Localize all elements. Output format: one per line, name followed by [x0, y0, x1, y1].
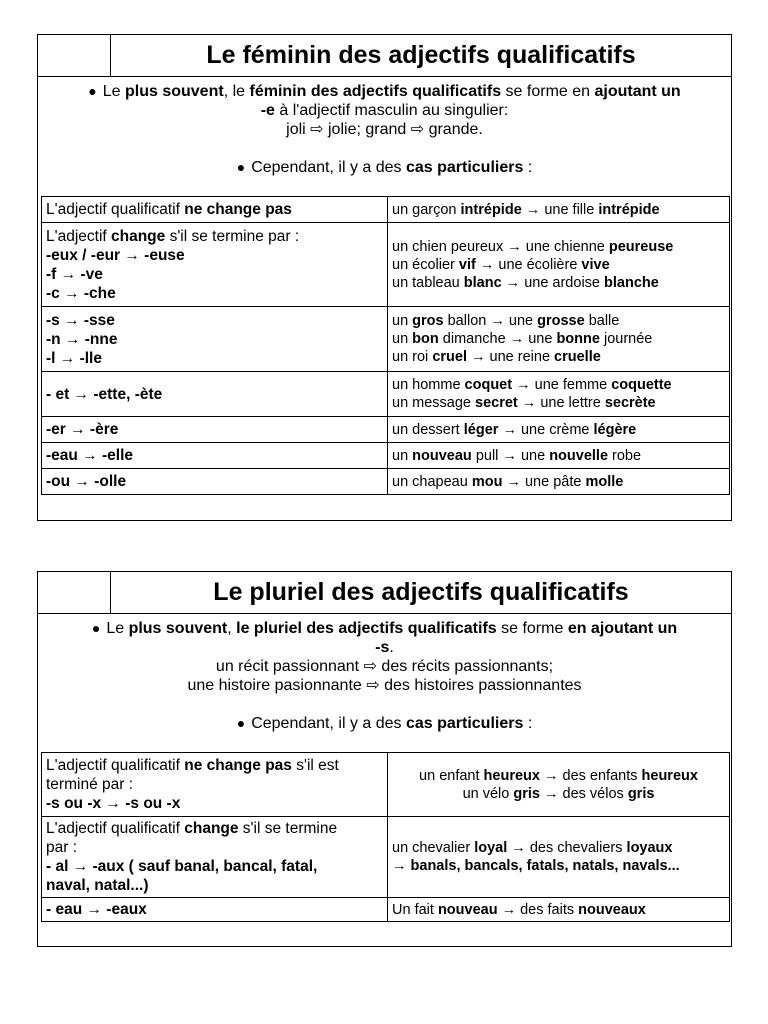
table-row — [42, 417, 730, 443]
example-cell: un nouveau pull → une nouvelle robe — [388, 443, 730, 469]
bullet-icon: ● — [88, 83, 97, 99]
example-cell: un enfant heureux → des enfants heureux un vélo gris → des vélos gris — [388, 753, 730, 817]
table-row — [42, 197, 730, 223]
table-row — [42, 223, 730, 307]
example-cell: un chien peureux → une chienne peureuse un écolier vif → une écolière vive un tableau blanc → une ardoise blanche — [388, 223, 730, 307]
example-cell: Un fait nouveau → des faits nouveaux — [388, 898, 730, 922]
title-corner-cell — [38, 572, 111, 613]
special-cases-line: ● Cependant, il y a des cas particuliers : — [236, 159, 533, 176]
special-cases-line: ● Cependant, il y a des cas particuliers : — [236, 715, 533, 732]
bullet-icon: ● — [91, 620, 101, 636]
plural-card — [37, 571, 732, 947]
intro-example-line: joli ⇨ jolie; grand ⇨ grande. — [286, 121, 483, 138]
example-cell: un chapeau mou → une pâte molle — [388, 469, 730, 495]
table-row — [42, 898, 730, 922]
intro-line: ● Le plus souvent, le pluriel des adjectifs qualificatifs se forme en ajoutant un — [91, 620, 678, 637]
feminine-card — [37, 34, 732, 521]
table-row — [42, 443, 730, 469]
rules-table — [41, 196, 730, 495]
title-corner-cell — [38, 35, 111, 76]
example-cell: un homme coquet → une femme coquette un message secret → une lettre secrète — [388, 372, 730, 417]
intro-example-line: un récit passionnant ⇨ des récits passionnants; — [215, 658, 554, 675]
bullet-icon: ● — [236, 159, 246, 175]
rule-cell: - et → -ette, -ète — [42, 372, 388, 417]
example-cell: un gros ballon → une grosse balle un bon dimanche → une bonne journée un roi cruel → une reine cruelle — [388, 307, 730, 372]
title-row — [38, 35, 731, 77]
rule-cell: L'adjectif qualificatif ne change pas — [42, 197, 388, 223]
table-row — [42, 307, 730, 372]
title-row — [38, 572, 731, 614]
intro-line: -e à l'adjectif masculin au singulier: — [260, 102, 509, 119]
rule-cell: L'adjectif change s'il se termine par : -eux / -eur → -euse -f → -ve -c → -che — [42, 223, 388, 307]
intro-line: ● Le plus souvent, le féminin des adjectifs qualificatifs se forme en ajoutant un — [88, 83, 681, 100]
intro-example-line: une histoire pasionnante ⇨ des histoires passionnantes — [187, 677, 582, 694]
example-cell: un chevalier loyal → des chevaliers loyaux → banals, bancals, fatals, natals, navals... — [388, 817, 730, 898]
rules-table — [41, 752, 730, 922]
rule-cell: -s → -sse -n → -nne -l → -lle — [42, 307, 388, 372]
rule-cell: -ou → -olle — [42, 469, 388, 495]
section-title: Le pluriel des adjectifs qualificatifs — [213, 578, 629, 606]
intro-line: -s. — [375, 639, 394, 656]
table-row — [42, 469, 730, 495]
example-cell: un garçon intrépide → une fille intrépide — [388, 197, 730, 223]
bullet-icon: ● — [236, 715, 246, 731]
rule-cell: L'adjectif qualificatif change s'il se termine par : - al → -aux ( sauf banal, bancal, fatal, naval, natal...) — [42, 817, 388, 898]
rule-cell: L'adjectif qualificatif ne change pas s'il est terminé par : -s ou -x → -s ou -x — [42, 753, 388, 817]
rule-cell: -er → -ère — [42, 417, 388, 443]
rule-cell: - eau → -eaux — [42, 898, 388, 922]
table-row — [42, 817, 730, 898]
table-row — [42, 372, 730, 417]
table-row — [42, 753, 730, 817]
intro — [38, 77, 731, 177]
intro — [38, 614, 731, 733]
example-cell: un dessert léger → une crème légère — [388, 417, 730, 443]
rule-cell: -eau → -elle — [42, 443, 388, 469]
section-title: Le féminin des adjectifs qualificatifs — [206, 41, 636, 69]
